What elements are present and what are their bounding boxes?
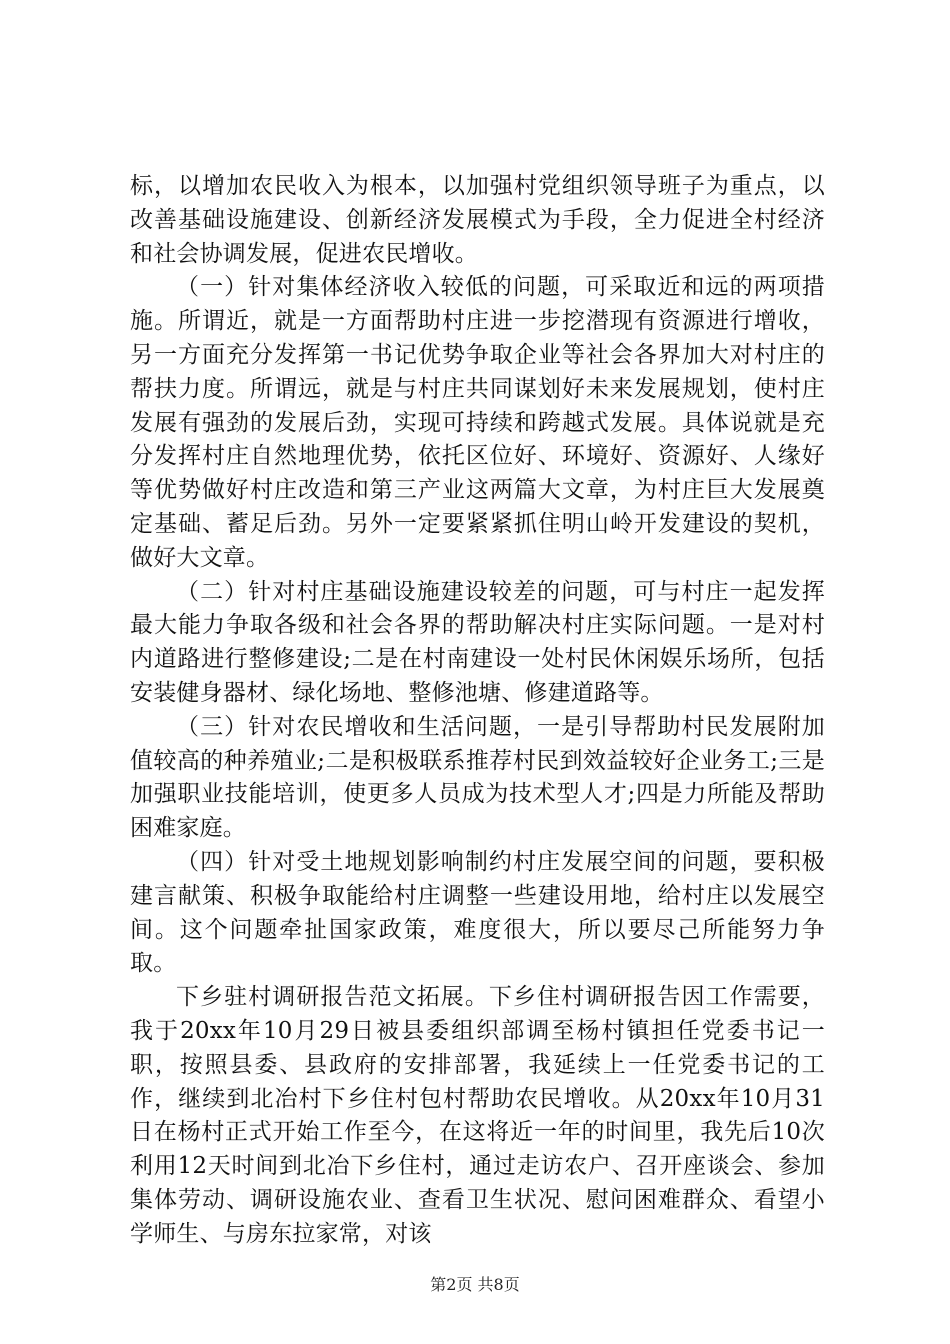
paragraph-measure-2: （二）针对村庄基础设施建设较差的问题，可与村庄一起发挥最大能力争取各级和社会各界的帮助解决村庄实际问题。一是对村内道路进行整修建设;二是在村南建设一处村民休闲娱乐场所，包括安装健身器材、绿化场地、整修池塘、修建道路等。 <box>130 578 825 706</box>
document-body <box>130 170 825 1252</box>
paragraph-measure-3: （三）针对农民增收和生活问题，一是引导帮助村民发展附加值较高的种养殖业;二是积极联系推荐村民到效益较好企业务工;三是加强职业技能培训，使更多人员成为技术型人才;四是力所能及帮助困难家庭。 <box>130 713 825 842</box>
paragraph-extension: 下乡驻村调研报告范文拓展。下乡住村调研报告因工作需要，我于20xx年10月29日被县委组织部调至杨村镇担任党委书记一职，按照县委、县政府的安排部署，我延续上一任党委书记的工作，继续到北冶村下乡住村包村帮助农民增收。从20xx年10月31日在杨村正式开始工作至今，在这将近一年的时间里，我先后10次利用12天时间到北冶下乡住村，通过走访农户、召开座谈会、参加集体劳动、调研设施农业、查看卫生状况、慰问困难群众、看望小学师生、与房东拉家常，对该 <box>130 984 825 1247</box>
page-number-footer: 第2页 共8页 <box>430 1275 520 1294</box>
paragraph-continuation: 标，以增加农民收入为根本，以加强村党组织领导班子为重点，以改善基础设施建设、创新经济发展模式为手段，全力促进全村经济和社会协调发展，促进农民增收。 <box>130 173 825 267</box>
paragraph-measure-1: （一）针对集体经济收入较低的问题，可采取近和远的两项措施。所谓近，就是一方面帮助村庄进一步挖潜现有资源进行增收，另一方面充分发挥第一书记优势争取企业等社会各界加大对村庄的帮扶力度。所谓远，就是与村庄共同谋划好未来发展规划，使村庄发展有强劲的发展后劲，实现可持续和跨越式发展。具体说就是充分发挥村庄自然地理优势，依托区位好、环境好、资源好、人缘好等优势做好村庄改造和第三产业这两篇大文章，为村庄巨大发展奠定基础、蓄足后劲。另外一定要紧紧抓住明山岭开发建设的契机，做好大文章。 <box>130 274 825 571</box>
paragraph-measure-4: （四）针对受土地规划影响制约村庄发展空间的问题，要积极建言献策、积极争取能给村庄调整一些建设用地，给村庄以发展空间。这个问题牵扯国家政策，难度很大，所以要尽己所能努力争取。 <box>130 848 825 977</box>
